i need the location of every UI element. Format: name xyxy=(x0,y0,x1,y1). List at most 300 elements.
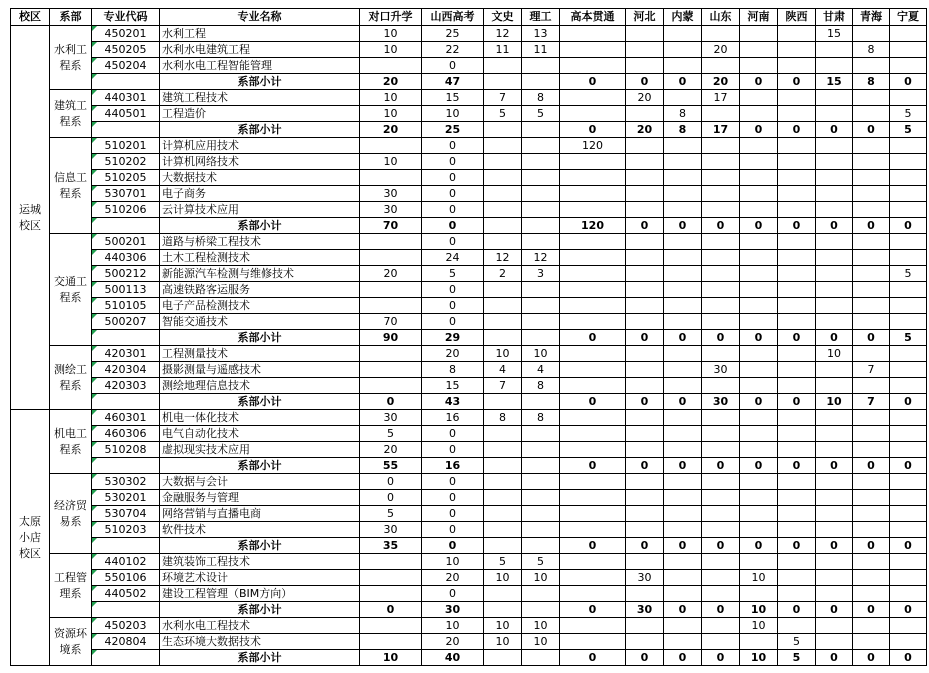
major-name: 工程造价 xyxy=(160,106,360,122)
subtotal-value xyxy=(484,602,522,618)
subtotal-value: 0 xyxy=(702,458,740,474)
subtotal-value: 0 xyxy=(626,330,664,346)
quota-value xyxy=(560,250,626,266)
subtotal-value: 0 xyxy=(626,218,664,234)
quota-value: 15 xyxy=(816,26,853,42)
subtotal-value: 0 xyxy=(360,394,422,410)
column-header: 对口升学 xyxy=(360,9,422,26)
quota-value xyxy=(890,618,927,634)
subtotal-value: 0 xyxy=(664,218,702,234)
quota-value xyxy=(360,346,422,362)
quota-value: 0 xyxy=(422,314,484,330)
quota-value xyxy=(702,266,740,282)
quota-value xyxy=(890,26,927,42)
quota-value xyxy=(522,186,560,202)
quota-value xyxy=(816,298,853,314)
quota-value xyxy=(484,586,522,602)
quota-value xyxy=(664,298,702,314)
major-row xyxy=(11,570,927,586)
quota-value xyxy=(626,234,664,250)
quota-value xyxy=(853,170,890,186)
quota-value: 8 xyxy=(522,410,560,426)
quota-value: 13 xyxy=(522,26,560,42)
subtotal-value: 0 xyxy=(778,122,816,138)
quota-value xyxy=(664,58,702,74)
quota-value: 5 xyxy=(890,266,927,282)
quota-value: 12 xyxy=(484,250,522,266)
quota-value xyxy=(626,266,664,282)
quota-value xyxy=(740,506,778,522)
quota-value: 70 xyxy=(360,314,422,330)
subtotal-value: 10 xyxy=(740,602,778,618)
subtotal-value: 0 xyxy=(664,538,702,554)
quota-value: 0 xyxy=(422,426,484,442)
subtotal-value: 15 xyxy=(816,74,853,90)
quota-value xyxy=(360,618,422,634)
quota-value xyxy=(740,282,778,298)
quota-value xyxy=(778,586,816,602)
subtotal-value xyxy=(484,74,522,90)
quota-value xyxy=(702,410,740,426)
subtotal-value: 40 xyxy=(422,650,484,666)
major-row xyxy=(11,634,927,650)
quota-value xyxy=(626,42,664,58)
quota-value xyxy=(522,442,560,458)
quota-value: 20 xyxy=(626,90,664,106)
subtotal-value xyxy=(484,218,522,234)
subtotal-value: 5 xyxy=(890,330,927,346)
quota-value xyxy=(702,26,740,42)
major-row xyxy=(11,378,927,394)
column-header: 陕西 xyxy=(778,9,816,26)
quota-value: 5 xyxy=(360,426,422,442)
major-code: 530302 xyxy=(92,474,160,490)
quota-value xyxy=(778,298,816,314)
quota-value xyxy=(853,410,890,426)
quota-value: 15 xyxy=(422,90,484,106)
quota-value xyxy=(702,506,740,522)
quota-value xyxy=(664,346,702,362)
quota-value xyxy=(816,170,853,186)
subtotal-row xyxy=(11,122,927,138)
subtotal-value xyxy=(522,650,560,666)
major-code: 440306 xyxy=(92,250,160,266)
quota-value: 8 xyxy=(522,90,560,106)
major-row xyxy=(11,250,927,266)
quota-value xyxy=(560,58,626,74)
quota-value xyxy=(740,346,778,362)
quota-value xyxy=(522,202,560,218)
quota-value xyxy=(853,378,890,394)
subtotal-label: 系部小计 xyxy=(160,650,360,666)
quota-value xyxy=(816,554,853,570)
quota-value xyxy=(664,282,702,298)
subtotal-label: 系部小计 xyxy=(160,74,360,90)
quota-value xyxy=(522,490,560,506)
subtotal-value: 0 xyxy=(778,458,816,474)
quota-value xyxy=(664,410,702,426)
quota-value xyxy=(890,202,927,218)
quota-value: 5 xyxy=(890,106,927,122)
major-code: 420301 xyxy=(92,346,160,362)
quota-value xyxy=(816,138,853,154)
quota-value xyxy=(778,58,816,74)
quota-value xyxy=(853,154,890,170)
major-name: 摄影测量与遥感技术 xyxy=(160,362,360,378)
quota-value xyxy=(890,474,927,490)
subtotal-value xyxy=(522,74,560,90)
major-name: 道路与桥梁工程技术 xyxy=(160,234,360,250)
column-header: 系部 xyxy=(50,9,92,26)
quota-value xyxy=(816,586,853,602)
major-code: 450204 xyxy=(92,58,160,74)
quota-value xyxy=(664,378,702,394)
quota-value xyxy=(853,474,890,490)
quota-value xyxy=(740,554,778,570)
quota-value xyxy=(816,362,853,378)
quota-value xyxy=(522,170,560,186)
subtotal-value: 0 xyxy=(626,458,664,474)
quota-value xyxy=(664,506,702,522)
quota-value: 5 xyxy=(484,106,522,122)
subtotal-value: 0 xyxy=(560,602,626,618)
quota-value xyxy=(360,282,422,298)
quota-value xyxy=(890,186,927,202)
quota-value xyxy=(890,362,927,378)
column-header: 甘肃 xyxy=(816,9,853,26)
quota-value xyxy=(702,570,740,586)
major-code: 420303 xyxy=(92,378,160,394)
subtotal-row xyxy=(11,538,927,554)
quota-value xyxy=(522,314,560,330)
header-row xyxy=(11,9,927,26)
subtotal-code-cell xyxy=(92,650,160,666)
major-row xyxy=(11,586,927,602)
major-row xyxy=(11,346,927,362)
quota-value: 20 xyxy=(422,570,484,586)
quota-value xyxy=(484,298,522,314)
quota-value xyxy=(664,138,702,154)
quota-value xyxy=(816,410,853,426)
quota-value xyxy=(560,522,626,538)
quota-value xyxy=(360,58,422,74)
subtotal-value: 0 xyxy=(702,330,740,346)
quota-value xyxy=(853,186,890,202)
quota-value xyxy=(626,362,664,378)
quota-value: 25 xyxy=(422,26,484,42)
quota-value xyxy=(484,58,522,74)
quota-value xyxy=(664,426,702,442)
quota-value xyxy=(626,314,664,330)
quota-value xyxy=(890,490,927,506)
quota-value xyxy=(740,266,778,282)
column-header: 山西高考 xyxy=(422,9,484,26)
column-header: 专业名称 xyxy=(160,9,360,26)
quota-value xyxy=(664,634,702,650)
major-name: 虚拟现实技术应用 xyxy=(160,442,360,458)
subtotal-value: 0 xyxy=(816,602,853,618)
quota-value xyxy=(702,522,740,538)
subtotal-code-cell xyxy=(92,330,160,346)
quota-value xyxy=(740,522,778,538)
quota-value xyxy=(740,202,778,218)
quota-value xyxy=(626,586,664,602)
quota-value xyxy=(890,298,927,314)
quota-value xyxy=(560,234,626,250)
quota-value: 30 xyxy=(360,410,422,426)
major-row xyxy=(11,154,927,170)
major-name: 软件技术 xyxy=(160,522,360,538)
quota-value xyxy=(626,378,664,394)
quota-value: 10 xyxy=(360,106,422,122)
quota-value xyxy=(360,634,422,650)
column-header: 青海 xyxy=(853,9,890,26)
quota-value xyxy=(778,442,816,458)
quota-value: 0 xyxy=(422,442,484,458)
quota-value xyxy=(890,42,927,58)
major-name: 智能交通技术 xyxy=(160,314,360,330)
major-row xyxy=(11,106,927,122)
quota-value: 0 xyxy=(422,506,484,522)
major-code: 500212 xyxy=(92,266,160,282)
subtotal-value: 0 xyxy=(560,330,626,346)
quota-value xyxy=(816,42,853,58)
quota-value xyxy=(560,42,626,58)
quota-value xyxy=(853,490,890,506)
major-name: 环境艺术设计 xyxy=(160,570,360,586)
major-code: 450203 xyxy=(92,618,160,634)
quota-value xyxy=(484,442,522,458)
major-name: 大数据与会计 xyxy=(160,474,360,490)
quota-value xyxy=(626,58,664,74)
subtotal-value: 7 xyxy=(853,394,890,410)
quota-value: 10 xyxy=(522,570,560,586)
quota-value xyxy=(816,186,853,202)
subtotal-value: 10 xyxy=(740,650,778,666)
major-code: 550106 xyxy=(92,570,160,586)
subtotal-value: 0 xyxy=(816,330,853,346)
quota-value xyxy=(740,586,778,602)
quota-value: 10 xyxy=(484,570,522,586)
subtotal-value: 0 xyxy=(778,330,816,346)
quota-value xyxy=(626,138,664,154)
quota-value: 7 xyxy=(484,90,522,106)
quota-value xyxy=(740,154,778,170)
quota-value xyxy=(778,170,816,186)
subtotal-value: 30 xyxy=(702,394,740,410)
quota-value xyxy=(560,186,626,202)
quota-value xyxy=(702,378,740,394)
major-name: 建设工程管理（BIM方向） xyxy=(160,586,360,602)
quota-value: 0 xyxy=(422,58,484,74)
subtotal-value: 0 xyxy=(702,218,740,234)
quota-value: 10 xyxy=(422,106,484,122)
quota-value: 17 xyxy=(702,90,740,106)
quota-value xyxy=(626,298,664,314)
subtotal-value: 0 xyxy=(816,538,853,554)
major-code: 500113 xyxy=(92,282,160,298)
subtotal-row xyxy=(11,330,927,346)
quota-value xyxy=(890,154,927,170)
quota-value xyxy=(664,586,702,602)
major-row xyxy=(11,298,927,314)
quota-value xyxy=(816,522,853,538)
quota-value xyxy=(560,106,626,122)
quota-value xyxy=(702,346,740,362)
subtotal-value: 17 xyxy=(702,122,740,138)
subtotal-value: 120 xyxy=(560,218,626,234)
table-body xyxy=(11,26,927,666)
quota-value xyxy=(522,58,560,74)
subtotal-value: 25 xyxy=(422,122,484,138)
quota-value xyxy=(816,378,853,394)
quota-value xyxy=(816,202,853,218)
major-code: 510208 xyxy=(92,442,160,458)
quota-value: 10 xyxy=(360,90,422,106)
column-header: 内蒙 xyxy=(664,9,702,26)
quota-value xyxy=(778,346,816,362)
department-cell: 水利工程系 xyxy=(50,26,92,90)
quota-value xyxy=(778,266,816,282)
major-name: 云计算技术应用 xyxy=(160,202,360,218)
major-row xyxy=(11,554,927,570)
subtotal-value: 10 xyxy=(360,650,422,666)
quota-value xyxy=(560,426,626,442)
quota-value: 30 xyxy=(360,186,422,202)
quota-value xyxy=(626,426,664,442)
subtotal-value: 0 xyxy=(664,394,702,410)
subtotal-value: 30 xyxy=(626,602,664,618)
quota-value xyxy=(560,154,626,170)
quota-value xyxy=(360,170,422,186)
department-cell: 机电工程系 xyxy=(50,410,92,474)
quota-value xyxy=(853,266,890,282)
quota-value xyxy=(626,202,664,218)
quota-value xyxy=(778,522,816,538)
quota-value xyxy=(484,426,522,442)
quota-value xyxy=(740,90,778,106)
subtotal-value xyxy=(484,650,522,666)
quota-value xyxy=(360,570,422,586)
quota-value xyxy=(626,506,664,522)
subtotal-value: 0 xyxy=(664,74,702,90)
quota-value xyxy=(890,634,927,650)
quota-value xyxy=(360,586,422,602)
subtotal-value: 0 xyxy=(853,650,890,666)
quota-value xyxy=(560,634,626,650)
major-name: 网络营销与直播电商 xyxy=(160,506,360,522)
subtotal-row xyxy=(11,394,927,410)
quota-value: 11 xyxy=(484,42,522,58)
quota-value xyxy=(522,426,560,442)
quota-value xyxy=(853,298,890,314)
major-name: 水利水电工程技术 xyxy=(160,618,360,634)
subtotal-value: 0 xyxy=(740,458,778,474)
subtotal-value: 5 xyxy=(890,122,927,138)
quota-value xyxy=(560,506,626,522)
major-name: 建筑装饰工程技术 xyxy=(160,554,360,570)
quota-value: 20 xyxy=(360,266,422,282)
major-code: 460301 xyxy=(92,410,160,426)
subtotal-value: 20 xyxy=(626,122,664,138)
quota-value xyxy=(853,426,890,442)
column-header: 高本贯通 xyxy=(560,9,626,26)
subtotal-value: 0 xyxy=(740,218,778,234)
quota-value xyxy=(702,298,740,314)
subtotal-value: 43 xyxy=(422,394,484,410)
subtotal-value xyxy=(522,394,560,410)
quota-value xyxy=(560,170,626,186)
major-code: 510105 xyxy=(92,298,160,314)
subtotal-value: 47 xyxy=(422,74,484,90)
major-name: 测绘地理信息技术 xyxy=(160,378,360,394)
quota-value xyxy=(816,106,853,122)
subtotal-row xyxy=(11,602,927,618)
quota-value xyxy=(890,554,927,570)
quota-value xyxy=(778,42,816,58)
quota-value: 0 xyxy=(422,522,484,538)
quota-value: 11 xyxy=(522,42,560,58)
major-code: 510202 xyxy=(92,154,160,170)
quota-value xyxy=(664,314,702,330)
quota-value xyxy=(560,378,626,394)
quota-value: 0 xyxy=(422,234,484,250)
quota-value xyxy=(626,474,664,490)
subtotal-value: 0 xyxy=(560,650,626,666)
subtotal-value: 55 xyxy=(360,458,422,474)
subtotal-value: 0 xyxy=(778,602,816,618)
quota-value xyxy=(626,26,664,42)
quota-value: 20 xyxy=(360,442,422,458)
quota-value xyxy=(664,250,702,266)
department-cell: 建筑工程系 xyxy=(50,90,92,138)
quota-value: 20 xyxy=(422,346,484,362)
subtotal-value xyxy=(522,122,560,138)
quota-value xyxy=(360,138,422,154)
department-cell: 测绘工程系 xyxy=(50,346,92,410)
subtotal-value xyxy=(522,458,560,474)
quota-value xyxy=(890,570,927,586)
quota-value xyxy=(890,410,927,426)
quota-value xyxy=(890,282,927,298)
quota-value xyxy=(853,58,890,74)
quota-value: 30 xyxy=(360,202,422,218)
department-cell: 工程管理系 xyxy=(50,554,92,618)
quota-value xyxy=(853,250,890,266)
quota-value xyxy=(702,554,740,570)
quota-value: 0 xyxy=(422,282,484,298)
major-row xyxy=(11,90,927,106)
subtotal-value: 0 xyxy=(560,458,626,474)
major-code: 420304 xyxy=(92,362,160,378)
quota-value: 22 xyxy=(422,42,484,58)
major-row xyxy=(11,314,927,330)
quota-value xyxy=(890,170,927,186)
major-code: 530704 xyxy=(92,506,160,522)
quota-value xyxy=(740,42,778,58)
subtotal-value xyxy=(522,330,560,346)
quota-value: 0 xyxy=(422,138,484,154)
subtotal-value: 0 xyxy=(816,650,853,666)
subtotal-row xyxy=(11,218,927,234)
major-code: 500207 xyxy=(92,314,160,330)
quota-value xyxy=(484,170,522,186)
quota-value xyxy=(702,106,740,122)
subtotal-code-cell xyxy=(92,122,160,138)
quota-value xyxy=(853,618,890,634)
subtotal-row xyxy=(11,650,927,666)
quota-value xyxy=(702,314,740,330)
